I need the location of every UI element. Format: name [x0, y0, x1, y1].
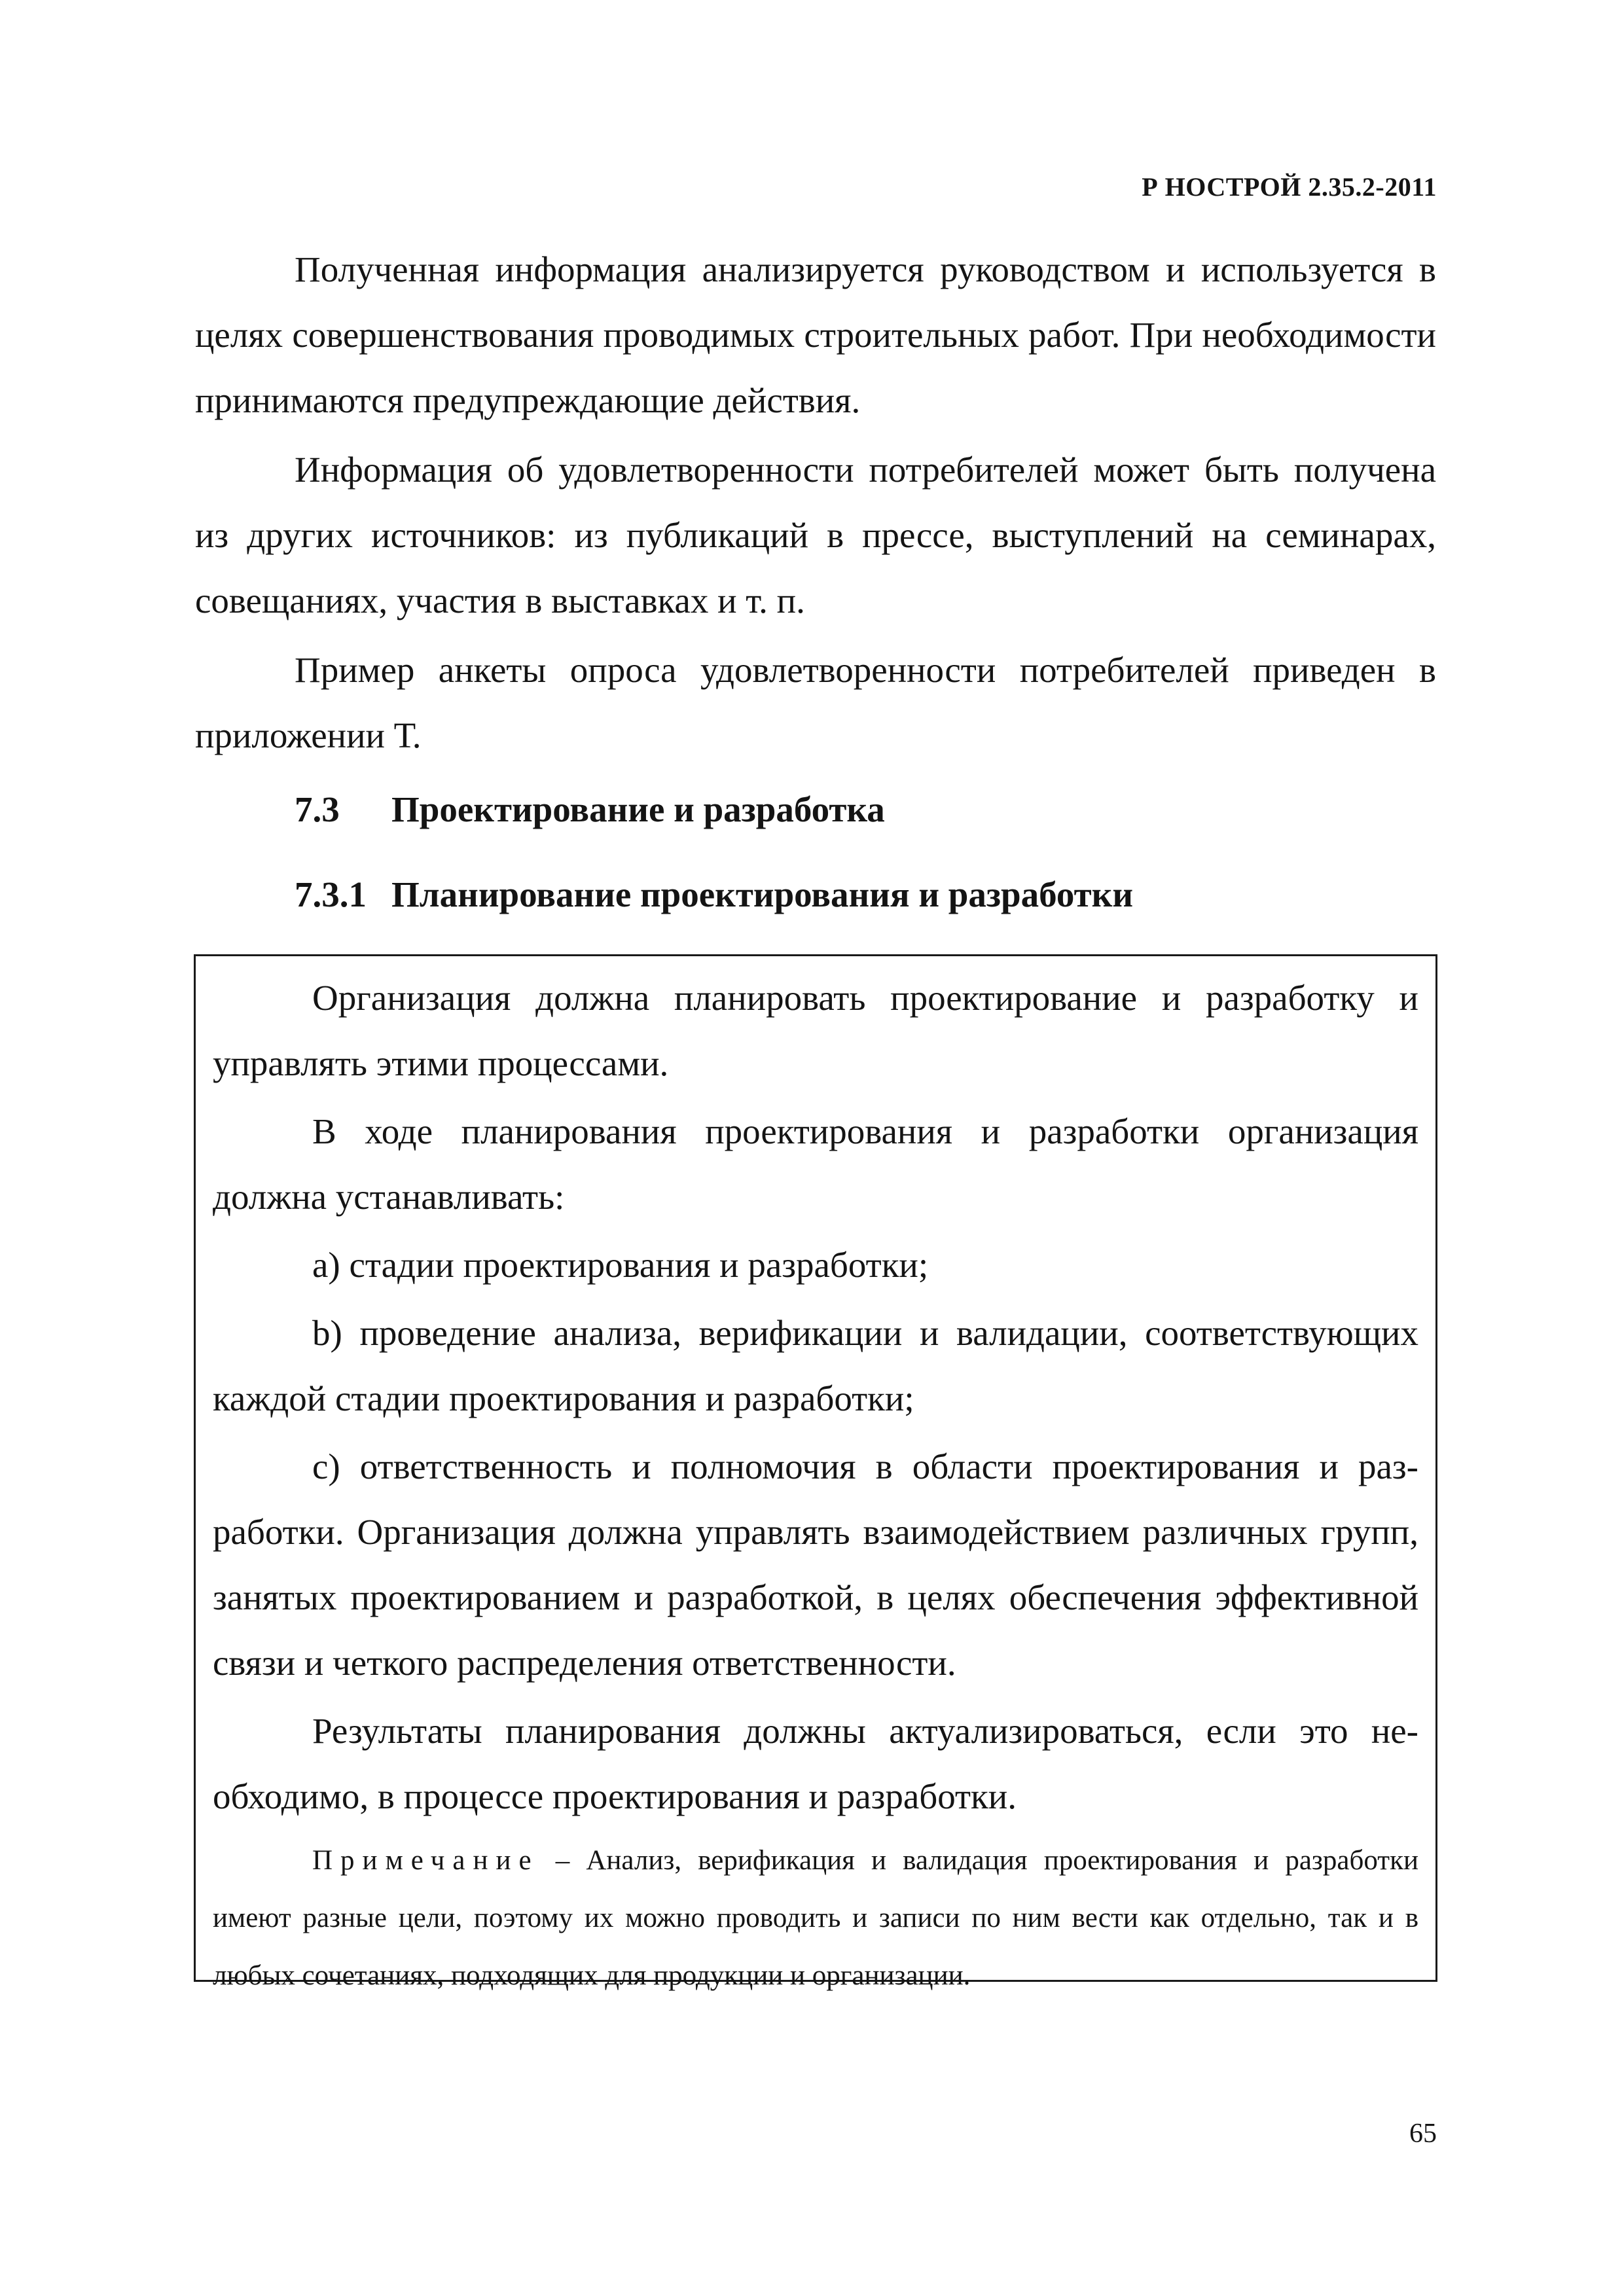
box-paragraph: Результаты планирования должны актуализироваться, если это необходимо, в процессе проектирования и разработки. [213, 1711, 1418, 1816]
paragraph: Полученная информация анализируется руководством и используется в целях совершенствования проводимых строительных работ. При необходимости принимаются предупреждающие действия. [195, 249, 1436, 420]
subsection-heading [295, 875, 1133, 914]
standard-quote-box [194, 954, 1437, 1991]
list-item: a) стадии проектирования и разработки; [312, 1245, 929, 1285]
note [213, 1832, 1418, 2005]
box-paragraph: Организация должна планировать проектирование и разработку и управлять этими процессами. [213, 978, 1418, 1083]
note-text: – Анализ, верификация и валидация проектирования и разработки имеют разные цели, поэтому их можно проводить и записи по ним вести как отдельно, так и в любых сочетаниях, подходящих для продукции и организации. [213, 1845, 1418, 1991]
subsection-number: 7.3.1 [295, 874, 367, 914]
page-number: 65 [1409, 2119, 1437, 2149]
section-title: Проектирование и разработка [391, 789, 885, 829]
section-heading [295, 790, 885, 829]
note-label: Примечание [312, 1845, 539, 1876]
section-number: 7.3 [295, 789, 340, 829]
intro-text [195, 237, 1436, 772]
subsection-title: Планирование проектирования и разработки [391, 874, 1134, 914]
box-paragraph: В ходе планирования проектирования и разработки организация должна устанавливать: [213, 1111, 1418, 1217]
list-item: c) ответственность и полномочия в области проектирования и разработки. Организация должна управлять взаимодействием различных групп, занятых проектированием и разработкой, в целях обеспечения эффективной связи и четкого распределения ответственности. [213, 1446, 1418, 1683]
document-code: Р НОСТРОЙ 2.35.2-2011 [1142, 172, 1437, 202]
paragraph: Пример анкеты опроса удовлетворенности потребителей приведен в приложении Т. [195, 650, 1436, 755]
paragraph: Информация об удовлетворенности потребителей может быть получена из других источников: из публикаций в прессе, выступлений на семинарах, совещаниях, участия в выставках и т. п. [195, 450, 1436, 620]
list-item: b) проведение анализа, верификации и валидации, соответствующих каждой стадии проектирования и разработки; [213, 1313, 1418, 1418]
